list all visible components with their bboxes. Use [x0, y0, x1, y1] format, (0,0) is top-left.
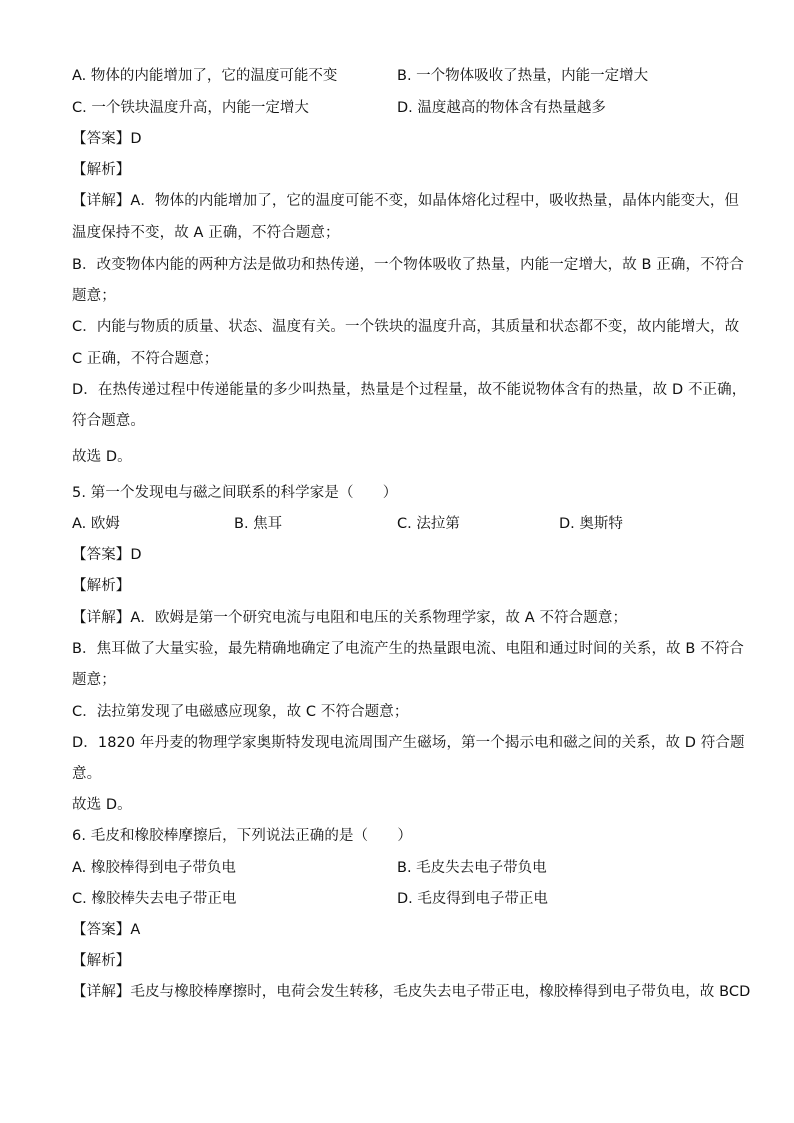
- q6-analysis-label: 【解析】: [72, 953, 131, 969]
- q4-option-a: A. 物体的内能增加了，它的温度可能不变: [72, 68, 338, 84]
- q4-detail-line: C 正确，不符合题意；: [72, 351, 219, 367]
- q5-detail-line: C．法拉第发现了电磁感应现象，故 C 不符合题意；: [72, 704, 409, 720]
- q5-stem: 5. 第一个发现电与磁之间联系的科学家是（ ）: [72, 485, 398, 501]
- q4-answer: 【答案】D: [72, 131, 142, 147]
- q5-analysis-label: 【解析】: [72, 578, 131, 594]
- q5-detail-line: 意。: [72, 766, 102, 782]
- q4-detail-line: 题意；: [72, 288, 116, 304]
- q5-option-d: D. 奥斯特: [559, 516, 623, 532]
- q4-detail-line: C．内能与物质的质量、状态、温度有关。一个铁块的温度升高，其质量和状态都不变，故内能增大，故: [72, 319, 740, 335]
- q5-answer: 【答案】D: [72, 547, 142, 563]
- q6-option-b: B. 毛皮失去电子带负电: [397, 860, 547, 876]
- q5-detail-line: 题意；: [72, 672, 116, 688]
- q4-option-b: B. 一个物体吸收了热量，内能一定增大: [397, 68, 649, 84]
- q4-detail-line: 符合题意。: [72, 413, 145, 429]
- q5-detail-line: D．1820 年丹麦的物理学家奥斯特发现电流周围产生磁场，第一个揭示电和磁之间的关系，故 D 符合题: [72, 735, 745, 751]
- q6-option-c: C. 橡胶棒失去电子带正电: [72, 891, 237, 907]
- q4-analysis-label: 【解析】: [72, 162, 131, 178]
- q6-stem: 6. 毛皮和橡胶棒摩擦后，下列说法正确的是（ ）: [72, 828, 412, 844]
- q4-option-d: D. 温度越高的物体含有热量越多: [397, 100, 606, 116]
- q5-detail-line: 【详解】A．欧姆是第一个研究电流与电阻和电压的关系物理学家，故 A 不符合题意；: [72, 610, 628, 626]
- q5-option-a: A. 欧姆: [72, 516, 120, 532]
- q6-answer: 【答案】A: [72, 922, 141, 938]
- q5-option-c: C. 法拉第: [397, 516, 460, 532]
- q6-option-d: D. 毛皮得到电子带正电: [397, 891, 548, 907]
- q5-conclusion: 故选 D。: [72, 797, 132, 813]
- q4-detail-line: D．在热传递过程中传递能量的多少叫热量，热量是个过程量，故不能说物体含有的热量，故 D 不正确，: [72, 382, 747, 398]
- q4-detail-line: 【详解】A．物体的内能增加了，它的温度可能不变，如晶体熔化过程中，吸收热量，晶体内能变大，但: [72, 193, 740, 209]
- q4-option-c: C. 一个铁块温度升高，内能一定增大: [72, 100, 309, 116]
- q4-detail-line: 温度保持不变，故 A 正确，不符合题意；: [72, 225, 340, 241]
- q4-conclusion: 故选 D。: [72, 449, 132, 465]
- q6-detail-line: 【详解】毛皮与橡胶棒摩擦时，电荷会发生转移，毛皮失去电子带正电，橡胶棒得到电子带负电，故 BCD: [72, 984, 751, 1000]
- q6-option-a: A. 橡胶棒得到电子带负电: [72, 860, 236, 876]
- q4-detail-line: B．改变物体内能的两种方法是做功和热传递，一个物体吸收了热量，内能一定增大，故 B 正确，不符合: [72, 257, 744, 273]
- q5-option-b: B. 焦耳: [234, 516, 283, 532]
- q5-detail-line: B．焦耳做了大量实验，最先精确地确定了电流产生的热量跟电流、电阻和通过时间的关系，故 B 不符合: [72, 641, 744, 657]
